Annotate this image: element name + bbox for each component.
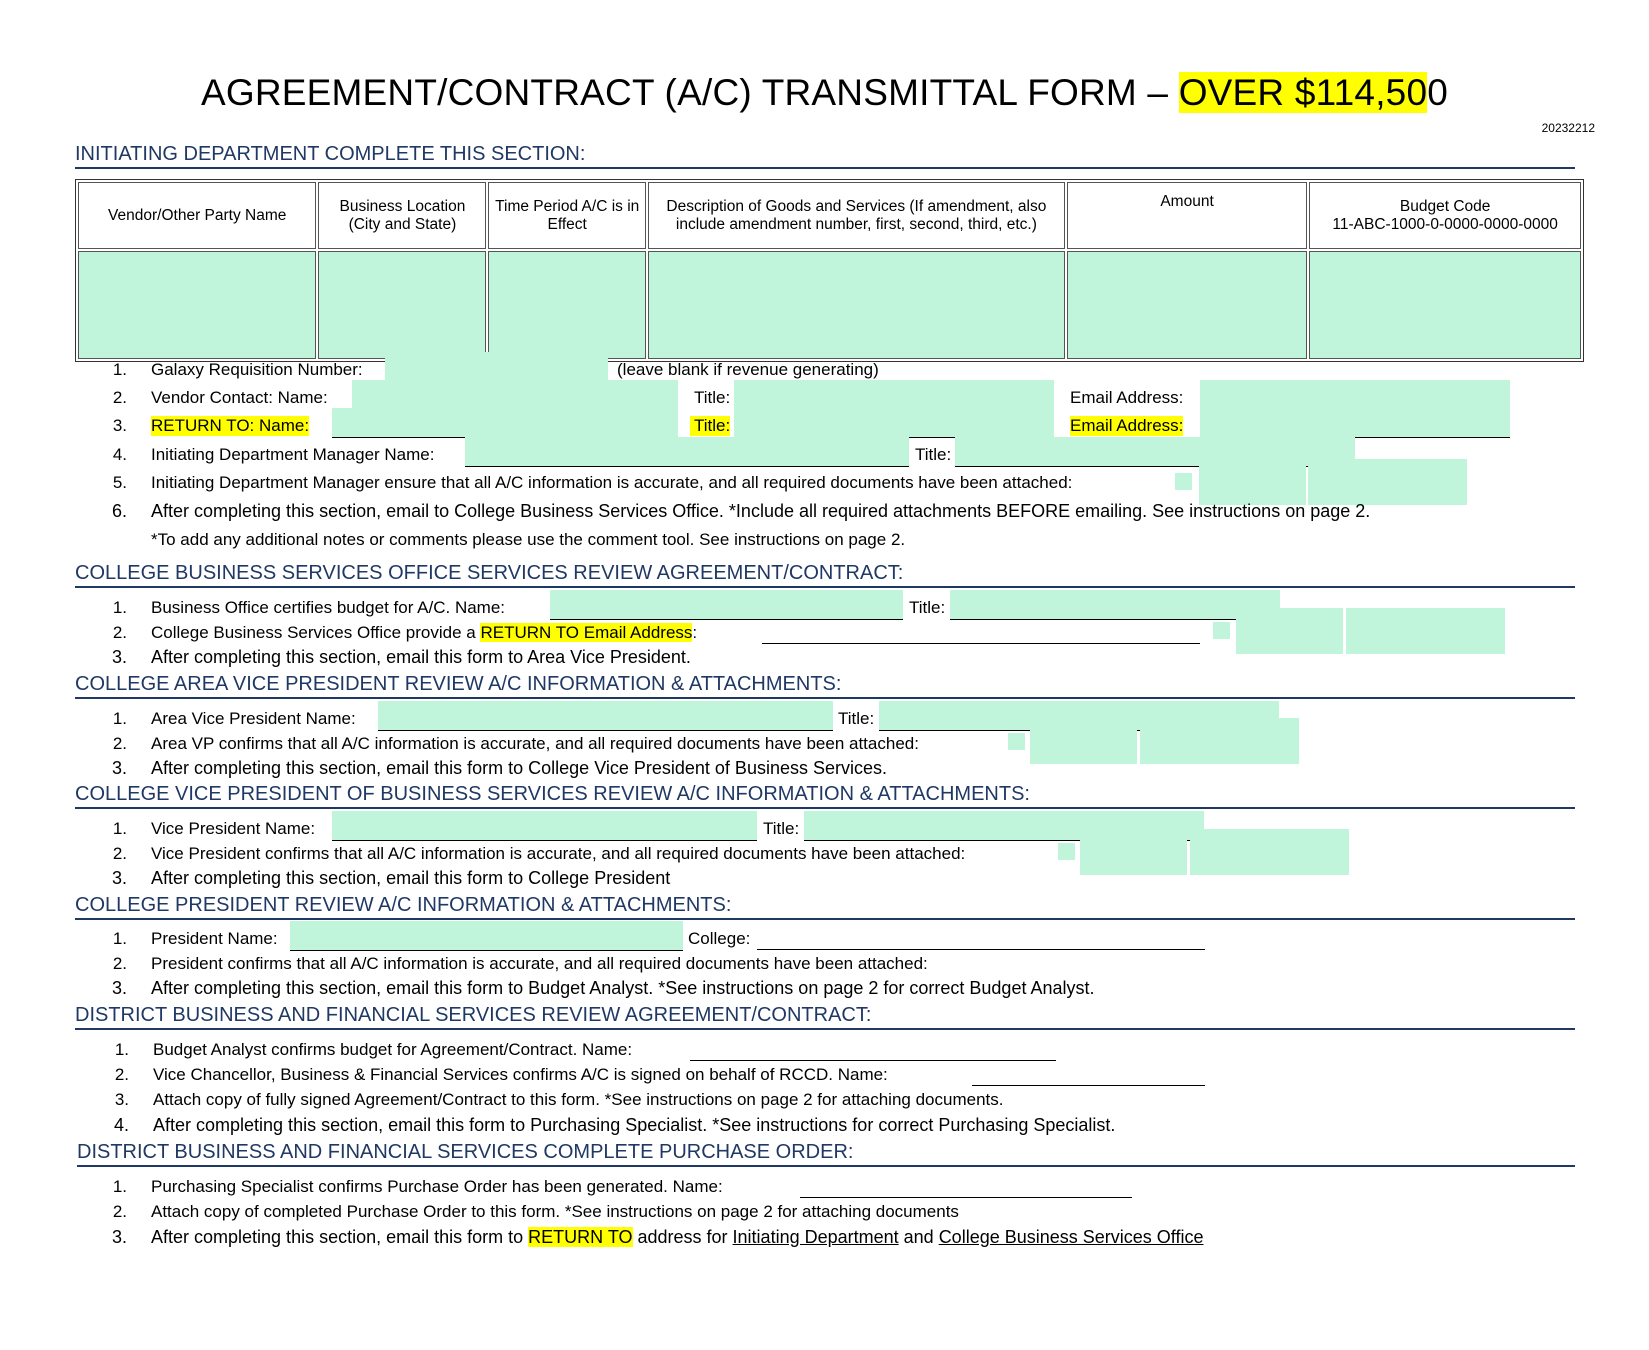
area-vp-confirm-label: Area VP confirms that all A/C information is accurate, and all required documents have been attached:	[151, 734, 919, 753]
time-period-field[interactable]	[488, 251, 646, 359]
president-confirm-label: President confirms that all A/C information is accurate, and all required documents have been attached:	[151, 954, 928, 973]
manager-name-label: Initiating Department Manager Name:	[151, 445, 435, 464]
manager-confirm-label: Initiating Department Manager ensure that all A/C information is accurate, and all required documents have been attached:	[151, 473, 1073, 492]
s3-email-instruction: After completing this section, email this form to College Vice President of Business Services.	[151, 758, 887, 778]
vendor-name-field[interactable]	[352, 380, 678, 410]
area-vp-title-label: Title:	[838, 709, 875, 728]
section-area-vp-heading: COLLEGE AREA VICE PRESIDENT REVIEW A/C INFORMATION & ATTACHMENTS:	[75, 673, 1575, 699]
bo-name-field[interactable]	[550, 590, 903, 620]
th-location: Business Location (City and State)	[318, 182, 486, 249]
form-code: 20232212	[1541, 121, 1595, 135]
vendor-email-field[interactable]	[1200, 380, 1510, 410]
vp-date-field[interactable]	[1190, 829, 1349, 875]
vp-checkbox[interactable]	[1058, 843, 1075, 860]
title-dash: –	[1147, 72, 1179, 113]
bo-return-label	[151, 623, 697, 643]
purchasing-specialist-label: Purchasing Specialist confirms Purchase Order has been generated. Name:	[151, 1177, 723, 1196]
s4-email-instruction: After completing this section, email this form to College President	[151, 868, 671, 888]
purchasing-specialist-name-field[interactable]	[800, 1177, 1132, 1198]
s5-email-instruction: After completing this section, email this form to Budget Analyst. *See instructions on page 2 for correct Budget Analyst.	[151, 978, 1095, 998]
item-number: 3.	[111, 758, 127, 778]
section-vp-business-heading: COLLEGE VICE PRESIDENT OF BUSINESS SERVICES REVIEW A/C INFORMATION & ATTACHMENTS:	[75, 783, 1575, 809]
item-number: 1.	[112, 819, 127, 838]
item-number: 3.	[111, 978, 127, 998]
title-highlight-end: 0	[1427, 72, 1449, 113]
vice-chancellor-name-field[interactable]	[972, 1065, 1205, 1086]
manager-date-field[interactable]	[1308, 459, 1467, 505]
president-name-label: President Name:	[151, 929, 278, 948]
item-number: 5.	[112, 473, 127, 492]
president-name-field[interactable]	[290, 921, 683, 951]
galaxy-req-field[interactable]	[385, 352, 608, 382]
item-number: 2.	[112, 734, 127, 753]
budget-code-label: Budget Code	[1399, 197, 1491, 215]
vice-chancellor-label: Vice Chancellor, Business & Financial Services confirms A/C is signed on behalf of RCCD. Name:	[153, 1065, 888, 1084]
bo-return-highlight: RETURN TO Email Address	[480, 623, 693, 642]
item-number: 2.	[114, 1065, 129, 1084]
vp-name-field[interactable]	[332, 811, 757, 841]
vendor-title-field[interactable]	[734, 380, 1054, 410]
return-to-title-label: Title:	[690, 416, 730, 436]
form-title	[0, 72, 1649, 114]
bo-signature-field[interactable]	[1236, 608, 1343, 654]
vp-name-label: Vice President Name:	[151, 819, 316, 838]
budget-code-field[interactable]	[1309, 251, 1581, 359]
item-number: 2.	[112, 388, 127, 407]
budget-analyst-label: Budget Analyst confirms budget for Agreement/Contract. Name:	[153, 1040, 633, 1059]
section-district-review-heading: DISTRICT BUSINESS AND FINANCIAL SERVICES REVIEW AGREEMENT/CONTRACT:	[75, 1004, 1575, 1030]
bo-return-pre: College Business Services Office provide a	[151, 623, 481, 642]
return-to-email-field[interactable]	[1200, 408, 1510, 438]
th-amount: Amount	[1067, 182, 1308, 249]
item-number: 3.	[111, 1227, 127, 1247]
bo-checkbox[interactable]	[1213, 622, 1230, 639]
area-vp-signature-field[interactable]	[1030, 718, 1137, 764]
description-field[interactable]	[648, 251, 1065, 359]
initiating-department-text: Initiating Department	[732, 1227, 899, 1247]
attach-po-label: Attach copy of completed Purchase Order to this form. *See instructions on page 2 for attaching documents	[151, 1202, 959, 1221]
amount-field[interactable]	[1067, 251, 1308, 359]
s7-instruction-mid: address for	[632, 1227, 733, 1247]
galaxy-req-note: (leave blank if revenue generating)	[617, 360, 879, 379]
bo-date-field[interactable]	[1346, 608, 1505, 654]
budget-code-example: 11-ABC-1000-0-0000-0000-0000	[1332, 215, 1558, 233]
vp-signature-field[interactable]	[1080, 829, 1187, 875]
s2-email-instruction: After completing this section, email this form to Area Vice President.	[151, 647, 691, 667]
vendor-table	[75, 179, 1584, 362]
th-time-period: Time Period A/C is in Effect	[488, 182, 646, 249]
vendor-contact-label: Vendor Contact: Name:	[151, 388, 328, 407]
vendor-name-field[interactable]	[78, 251, 316, 359]
item-number: 3.	[111, 647, 127, 667]
manager-signature-field[interactable]	[1199, 459, 1306, 505]
item-number: 2.	[112, 844, 127, 863]
title-highlight: OVER $114,50	[1178, 72, 1428, 113]
item-number: 1.	[112, 598, 127, 617]
th-vendor: Vendor/Other Party Name	[78, 182, 316, 249]
manager-title-label: Title:	[915, 445, 952, 464]
president-college-label: College:	[688, 929, 751, 948]
area-vp-date-field[interactable]	[1140, 718, 1299, 764]
table-row	[78, 251, 1581, 359]
s1-email-instruction: After completing this section, email to College Business Services Office. *Include all required attachments BEFORE emailing. See instructions on page 2.	[151, 501, 1371, 521]
item-number: 2.	[112, 623, 127, 642]
section-president-heading: COLLEGE PRESIDENT REVIEW A/C INFORMATION & ATTACHMENTS:	[75, 894, 1575, 920]
section-initiating-heading: INITIATING DEPARTMENT COMPLETE THIS SECTION:	[75, 143, 1575, 169]
item-number: 3.	[114, 1090, 129, 1109]
bo-return-colon: :	[692, 623, 698, 642]
s7-return-to-highlight: RETURN TO	[528, 1227, 633, 1247]
item-number: 6.	[111, 501, 127, 521]
s7-instruction-and: and	[898, 1227, 939, 1247]
attach-contract-label: Attach copy of fully signed Agreement/Contract to this form. *See instructions on page 2 for attaching documents.	[153, 1090, 1004, 1109]
table-header-row	[78, 182, 1581, 249]
th-description: Description of Goods and Services (If amendment, also include amendment number, first, second, third, etc.)	[648, 182, 1065, 249]
president-college-field[interactable]	[757, 929, 1205, 950]
item-number: 3.	[112, 416, 127, 435]
budget-analyst-name-field[interactable]	[690, 1040, 1056, 1061]
item-number: 4.	[113, 1115, 129, 1135]
area-vp-name-field[interactable]	[378, 701, 833, 731]
th-budget-code	[1309, 182, 1581, 249]
galaxy-req-label: Galaxy Requisition Number:	[151, 360, 363, 379]
item-number: 3.	[111, 868, 127, 888]
item-number: 1.	[112, 1177, 127, 1196]
return-to-title-field[interactable]	[734, 408, 1054, 438]
bo-title-label: Title:	[909, 598, 946, 617]
item-number: 1.	[114, 1040, 129, 1059]
vp-title-label: Title:	[763, 819, 800, 838]
section-business-office-heading: COLLEGE BUSINESS SERVICES OFFICE SERVICES REVIEW AGREEMENT/CONTRACT:	[75, 562, 1575, 588]
item-number: 1.	[112, 709, 127, 728]
area-vp-checkbox[interactable]	[1008, 733, 1025, 750]
manager-confirm-checkbox[interactable]	[1175, 473, 1192, 490]
item-number: 2.	[112, 954, 127, 973]
title-text: AGREEMENT/CONTRACT (A/C) TRANSMITTAL FORM	[200, 72, 1148, 113]
bo-return-email-field[interactable]	[762, 623, 1200, 644]
vp-confirm-label: Vice President confirms that all A/C information is accurate, and all required documents have been attached:	[151, 844, 966, 863]
business-services-office-text: College Business Services Office	[938, 1227, 1204, 1247]
item-number: 4.	[112, 445, 127, 464]
s7-instruction-pre: After completing this section, email this form to	[151, 1227, 529, 1247]
area-vp-name-label: Area Vice President Name:	[151, 709, 356, 728]
return-to-email-label: Email Address:	[1070, 416, 1184, 435]
bo-title-field[interactable]	[950, 590, 1280, 620]
comment-tool-note: *To add any additional notes or comments please use the comment tool. See instructions on page 2.	[151, 530, 906, 549]
item-number: 1.	[112, 929, 127, 948]
business-location-field[interactable]	[318, 251, 486, 359]
s6-email-instruction: After completing this section, email this form to Purchasing Specialist. *See instructions for correct Purchasing Specialist.	[153, 1115, 1116, 1135]
return-to-name-field[interactable]	[332, 408, 678, 438]
vendor-email-label: Email Address:	[1070, 388, 1184, 407]
item-number: 2.	[112, 1202, 127, 1221]
manager-name-field[interactable]	[465, 437, 909, 467]
return-to-name-label: RETURN TO: Name:	[151, 416, 310, 435]
item-number: 1.	[112, 360, 127, 379]
s7-email-instruction	[151, 1227, 1203, 1248]
vendor-title-label: Title:	[694, 388, 731, 407]
bo-name-label: Business Office certifies budget for A/C. Name:	[151, 598, 506, 617]
section-purchase-order-heading: DISTRICT BUSINESS AND FINANCIAL SERVICES COMPLETE PURCHASE ORDER:	[77, 1141, 1575, 1167]
